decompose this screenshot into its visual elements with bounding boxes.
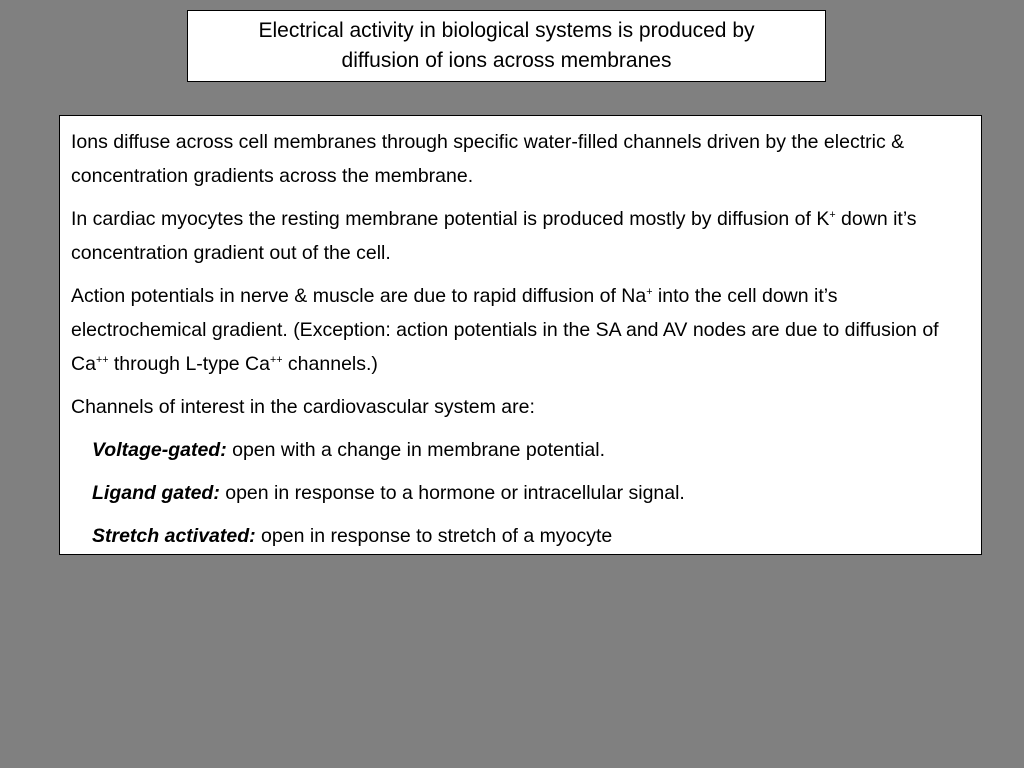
paragraph-resting-potential bbox=[71, 202, 969, 270]
slide-content-box bbox=[59, 115, 982, 555]
paragraph-action-potentials bbox=[71, 279, 969, 381]
action-potentials-text-end: channels.) bbox=[282, 353, 378, 375]
action-potentials-text: Action potentials in nerve & muscle are due to rapid diffusion of Na bbox=[71, 285, 647, 307]
paragraph-ion-diffusion: Ions diffuse across cell membranes through specific water-filled channels driven by the electric & concentration gradients across the membrane. bbox=[71, 131, 905, 187]
slide-title bbox=[188, 16, 825, 76]
list-item-ligand-gated bbox=[71, 476, 969, 510]
calcium-channel-charge: ++ bbox=[269, 354, 283, 367]
list-item-voltage-gated bbox=[71, 433, 969, 467]
resting-potential-text: In cardiac myocytes the resting membrane potential is produced mostly by diffusion of K bbox=[71, 208, 830, 230]
term-ligand-gated: Ligand gated: bbox=[92, 482, 220, 504]
action-potentials-text-through: through L-type Ca bbox=[108, 353, 270, 375]
sodium-charge: + bbox=[646, 286, 653, 299]
paragraph-channels-intro: Channels of interest in the cardiovascular system are: bbox=[71, 396, 535, 418]
slide-title-line-1: Electrical activity in biological systems is produced by bbox=[258, 19, 755, 42]
term-voltage-gated: Voltage-gated: bbox=[92, 439, 227, 461]
slide-title-box bbox=[187, 10, 826, 82]
potassium-charge: + bbox=[829, 209, 836, 222]
desc-ligand-gated: open in response to a hormone or intracellular signal. bbox=[219, 482, 685, 504]
desc-voltage-gated: open with a change in membrane potential. bbox=[226, 439, 606, 461]
term-stretch-activated: Stretch activated: bbox=[92, 525, 256, 547]
desc-stretch-activated: open in response to stretch of a myocyte bbox=[255, 525, 613, 547]
slide-title-line-2: diffusion of ions across membranes bbox=[341, 49, 672, 72]
resting-potential-text-end: down it’s concentration gradient out of the cell. bbox=[71, 208, 917, 264]
list-item-stretch-activated bbox=[71, 519, 969, 553]
calcium-charge: ++ bbox=[95, 354, 109, 367]
action-potentials-text-mid: into the cell down it’s electrochemical gradient. (Exception: action potentials in the SA and AV nodes are due to diffusion of Ca bbox=[71, 285, 939, 375]
